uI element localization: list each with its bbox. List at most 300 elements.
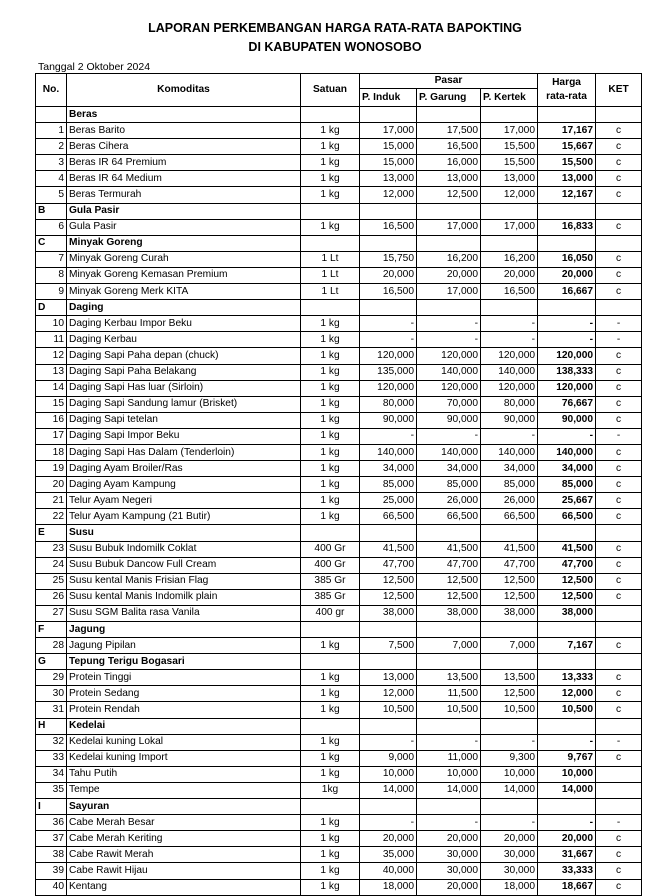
price-p-induk: 66,500: [360, 509, 417, 525]
price-p-induk: 41,500: [360, 541, 417, 557]
price-p-kertek: 17,000: [481, 219, 538, 235]
row-no: 25: [36, 573, 67, 589]
price-p-induk: 13,000: [360, 670, 417, 686]
category-name: Gula Pasir: [67, 203, 301, 219]
category-code: [36, 107, 67, 123]
price-p-induk: 16,500: [360, 219, 417, 235]
table-row: [36, 155, 642, 171]
commodity-name: Cabe Rawit Merah: [67, 847, 301, 863]
table-row: [36, 493, 642, 509]
table-row: [36, 444, 642, 460]
commodity-name: Telur Ayam Negeri: [67, 493, 301, 509]
table-row: [36, 509, 642, 525]
ket-value: c: [596, 477, 642, 493]
unit: 1 kg: [301, 493, 360, 509]
unit: 1 kg: [301, 412, 360, 428]
table-row: [36, 702, 642, 718]
unit: 1 kg: [301, 155, 360, 171]
unit: 1 kg: [301, 139, 360, 155]
price-p-kertek: 7,000: [481, 638, 538, 654]
price-p-induk: 35,000: [360, 847, 417, 863]
price-p-kertek: 14,000: [481, 782, 538, 798]
price-p-kertek: 10,500: [481, 702, 538, 718]
ket-value: c: [596, 284, 642, 300]
price-p-kertek: 34,000: [481, 461, 538, 477]
header-ket: KET: [596, 74, 642, 107]
unit: 400 Gr: [301, 557, 360, 573]
unit: 1 kg: [301, 348, 360, 364]
table-row: [36, 316, 642, 332]
row-no: 13: [36, 364, 67, 380]
unit: 1 kg: [301, 702, 360, 718]
price-p-garung: -: [417, 815, 481, 831]
price-p-induk: 25,000: [360, 493, 417, 509]
row-no: 39: [36, 863, 67, 879]
header-p-kertek: P. Kertek: [481, 89, 538, 107]
price-p-garung: 16,000: [417, 155, 481, 171]
unit: 1 kg: [301, 509, 360, 525]
row-no: 3: [36, 155, 67, 171]
price-p-induk: 12,000: [360, 187, 417, 203]
commodity-name: Protein Tinggi: [67, 670, 301, 686]
row-no: 34: [36, 766, 67, 782]
unit: 1 kg: [301, 815, 360, 831]
table-row: [36, 766, 642, 782]
unit: 1 kg: [301, 123, 360, 139]
price-p-kertek: 30,000: [481, 847, 538, 863]
unit: 1 Lt: [301, 251, 360, 267]
table-row: [36, 879, 642, 895]
commodity-name: Minyak Goreng Curah: [67, 251, 301, 267]
unit: 1 kg: [301, 316, 360, 332]
commodity-name: Protein Rendah: [67, 702, 301, 718]
price-p-induk: 12,000: [360, 686, 417, 702]
table-row: [36, 734, 642, 750]
price-p-kertek: -: [481, 815, 538, 831]
commodity-name: Cabe Merah Keriting: [67, 831, 301, 847]
price-p-garung: -: [417, 332, 481, 348]
price-p-induk: 140,000: [360, 444, 417, 460]
table-row: [36, 396, 642, 412]
price-p-garung: 10,000: [417, 766, 481, 782]
row-no: 27: [36, 605, 67, 621]
price-p-kertek: 20,000: [481, 831, 538, 847]
price-p-induk: 47,700: [360, 557, 417, 573]
price-p-kertek: 47,700: [481, 557, 538, 573]
unit: 1 kg: [301, 332, 360, 348]
category-row: [36, 203, 642, 219]
price-p-garung: 17,000: [417, 284, 481, 300]
unit: 1 kg: [301, 461, 360, 477]
category-row: [36, 622, 642, 638]
report-title: LAPORAN PERKEMBANGAN HARGA RATA-RATA BAPOKTING: [148, 21, 522, 35]
table-row: [36, 364, 642, 380]
price-table-body: [36, 107, 642, 896]
row-no: 8: [36, 267, 67, 283]
price-p-induk: 120,000: [360, 380, 417, 396]
price-p-garung: 11,500: [417, 686, 481, 702]
price-p-garung: 17,500: [417, 123, 481, 139]
table-row: [36, 428, 642, 444]
ket-value: -: [596, 316, 642, 332]
category-code: F: [36, 622, 67, 638]
price-average: 38,000: [538, 605, 596, 621]
price-p-garung: 41,500: [417, 541, 481, 557]
header-p-garung: P. Garung: [417, 89, 481, 107]
price-p-induk: 34,000: [360, 461, 417, 477]
price-average: 20,000: [538, 267, 596, 283]
category-name: Beras: [67, 107, 301, 123]
row-no: 32: [36, 734, 67, 750]
price-p-induk: 120,000: [360, 348, 417, 364]
row-no: 22: [36, 509, 67, 525]
price-p-kertek: -: [481, 428, 538, 444]
commodity-name: Daging Ayam Kampung: [67, 477, 301, 493]
price-p-kertek: 30,000: [481, 863, 538, 879]
row-no: 15: [36, 396, 67, 412]
price-average: 20,000: [538, 831, 596, 847]
ket-value: c: [596, 348, 642, 364]
ket-value: c: [596, 638, 642, 654]
price-p-kertek: 20,000: [481, 267, 538, 283]
table-row: [36, 251, 642, 267]
ket-value: c: [596, 219, 642, 235]
price-p-garung: -: [417, 316, 481, 332]
unit: 1 kg: [301, 831, 360, 847]
category-name: Tepung Terigu Bogasari: [67, 654, 301, 670]
table-row: [36, 782, 642, 798]
table-row: [36, 638, 642, 654]
price-p-induk: 20,000: [360, 831, 417, 847]
table-row: [36, 573, 642, 589]
category-code: D: [36, 300, 67, 316]
price-average: 138,333: [538, 364, 596, 380]
price-p-induk: 10,500: [360, 702, 417, 718]
ket-value: c: [596, 493, 642, 509]
price-p-induk: 85,000: [360, 477, 417, 493]
commodity-name: Beras Cihera: [67, 139, 301, 155]
ket-value: c: [596, 396, 642, 412]
header-no: No.: [36, 74, 67, 107]
unit: 1kg: [301, 782, 360, 798]
price-p-garung: 38,000: [417, 605, 481, 621]
price-p-kertek: -: [481, 316, 538, 332]
price-average: 17,167: [538, 123, 596, 139]
report-subtitle: DI KABUPATEN WONOSOBO: [248, 40, 422, 54]
commodity-name: Susu kental Manis Frisian Flag: [67, 573, 301, 589]
category-code: C: [36, 235, 67, 251]
table-row: [36, 815, 642, 831]
price-average: 33,333: [538, 863, 596, 879]
price-average: 31,667: [538, 847, 596, 863]
unit: 385 Gr: [301, 573, 360, 589]
row-no: 19: [36, 461, 67, 477]
price-average: 16,833: [538, 219, 596, 235]
ket-value: c: [596, 139, 642, 155]
table-row: [36, 139, 642, 155]
category-row: [36, 654, 642, 670]
price-p-garung: 12,500: [417, 187, 481, 203]
ket-value: c: [596, 155, 642, 171]
row-no: 18: [36, 444, 67, 460]
row-no: 17: [36, 428, 67, 444]
row-no: 33: [36, 750, 67, 766]
table-row: [36, 670, 642, 686]
unit: 1 Lt: [301, 284, 360, 300]
unit: 1 kg: [301, 863, 360, 879]
category-row: [36, 525, 642, 541]
commodity-name: Daging Sapi Impor Beku: [67, 428, 301, 444]
price-p-induk: 135,000: [360, 364, 417, 380]
unit: 400 gr: [301, 605, 360, 621]
table-row: [36, 831, 642, 847]
price-p-garung: 11,000: [417, 750, 481, 766]
row-no: 35: [36, 782, 67, 798]
row-no: 1: [36, 123, 67, 139]
category-row: [36, 799, 642, 815]
price-p-garung: 20,000: [417, 267, 481, 283]
price-average: 14,000: [538, 782, 596, 798]
row-no: 38: [36, 847, 67, 863]
commodity-name: Daging Kerbau Impor Beku: [67, 316, 301, 332]
ket-value: -: [596, 734, 642, 750]
price-p-garung: 30,000: [417, 847, 481, 863]
ket-value: c: [596, 831, 642, 847]
commodity-name: Daging Sapi Has Dalam (Tenderloin): [67, 444, 301, 460]
price-p-garung: 70,000: [417, 396, 481, 412]
price-average: 12,500: [538, 573, 596, 589]
row-no: 7: [36, 251, 67, 267]
price-p-garung: 10,500: [417, 702, 481, 718]
table-row: [36, 863, 642, 879]
ket-value: c: [596, 686, 642, 702]
price-p-garung: 14,000: [417, 782, 481, 798]
price-p-garung: 120,000: [417, 380, 481, 396]
price-p-kertek: 90,000: [481, 412, 538, 428]
price-average: 66,500: [538, 509, 596, 525]
price-p-induk: 90,000: [360, 412, 417, 428]
category-name: Susu: [67, 525, 301, 541]
table-row: [36, 605, 642, 621]
price-p-garung: 47,700: [417, 557, 481, 573]
category-name: Kedelai: [67, 718, 301, 734]
price-p-kertek: 41,500: [481, 541, 538, 557]
price-table: [35, 73, 642, 896]
commodity-name: Daging Sapi Sandung lamur (Brisket): [67, 396, 301, 412]
price-p-garung: 140,000: [417, 444, 481, 460]
table-row: [36, 461, 642, 477]
price-average: 16,050: [538, 251, 596, 267]
unit: 1 kg: [301, 847, 360, 863]
price-p-garung: -: [417, 734, 481, 750]
commodity-name: Daging Sapi Has luar (Sirloin): [67, 380, 301, 396]
ket-value: c: [596, 509, 642, 525]
price-p-kertek: 66,500: [481, 509, 538, 525]
commodity-name: Beras IR 64 Premium: [67, 155, 301, 171]
commodity-name: Susu kental Manis Indomilk plain: [67, 589, 301, 605]
commodity-name: Kedelai kuning Import: [67, 750, 301, 766]
unit: 1 kg: [301, 364, 360, 380]
table-row: [36, 332, 642, 348]
price-p-kertek: 17,000: [481, 123, 538, 139]
unit: 1 kg: [301, 380, 360, 396]
price-p-garung: 85,000: [417, 477, 481, 493]
ket-value: c: [596, 750, 642, 766]
price-p-induk: 15,750: [360, 251, 417, 267]
price-p-kertek: 18,000: [481, 879, 538, 895]
price-p-kertek: -: [481, 332, 538, 348]
commodity-name: Daging Sapi tetelan: [67, 412, 301, 428]
price-p-induk: 7,500: [360, 638, 417, 654]
row-no: 21: [36, 493, 67, 509]
category-code: H: [36, 718, 67, 734]
commodity-name: Daging Sapi Paha Belakang: [67, 364, 301, 380]
price-p-garung: 12,500: [417, 589, 481, 605]
price-p-kertek: 12,500: [481, 573, 538, 589]
price-p-kertek: 140,000: [481, 364, 538, 380]
price-p-induk: 17,000: [360, 123, 417, 139]
price-p-kertek: 120,000: [481, 380, 538, 396]
table-row: [36, 187, 642, 203]
ket-value: c: [596, 589, 642, 605]
commodity-name: Kedelai kuning Lokal: [67, 734, 301, 750]
row-no: 30: [36, 686, 67, 702]
price-p-garung: 13,500: [417, 670, 481, 686]
row-no: 26: [36, 589, 67, 605]
price-p-kertek: 85,000: [481, 477, 538, 493]
commodity-name: Kentang: [67, 879, 301, 895]
ket-value: c: [596, 380, 642, 396]
ket-value: c: [596, 670, 642, 686]
category-code: G: [36, 654, 67, 670]
price-p-garung: 12,500: [417, 573, 481, 589]
row-no: 11: [36, 332, 67, 348]
ket-value: c: [596, 541, 642, 557]
ket-value: -: [596, 428, 642, 444]
price-p-kertek: 16,200: [481, 251, 538, 267]
price-p-kertek: -: [481, 734, 538, 750]
price-p-kertek: 120,000: [481, 348, 538, 364]
ket-value: c: [596, 123, 642, 139]
price-p-induk: 13,000: [360, 171, 417, 187]
commodity-name: Jagung Pipilan: [67, 638, 301, 654]
commodity-name: Susu SGM Balita rasa Vanila: [67, 605, 301, 621]
price-average: -: [538, 316, 596, 332]
table-row: [36, 219, 642, 235]
category-name: Jagung: [67, 622, 301, 638]
price-p-kertek: 15,500: [481, 155, 538, 171]
price-p-induk: 20,000: [360, 267, 417, 283]
unit: 385 Gr: [301, 589, 360, 605]
ket-value: -: [596, 332, 642, 348]
ket-value: c: [596, 702, 642, 718]
price-average: 34,000: [538, 461, 596, 477]
unit: 1 kg: [301, 477, 360, 493]
category-name: Sayuran: [67, 799, 301, 815]
header-p-induk: P. Induk: [360, 89, 417, 107]
price-p-garung: 13,000: [417, 171, 481, 187]
price-p-garung: 120,000: [417, 348, 481, 364]
price-p-kertek: 38,000: [481, 605, 538, 621]
ket-value: c: [596, 187, 642, 203]
price-p-kertek: 12,500: [481, 686, 538, 702]
row-no: 23: [36, 541, 67, 557]
price-average: 15,667: [538, 139, 596, 155]
table-row: [36, 412, 642, 428]
price-p-garung: 90,000: [417, 412, 481, 428]
price-p-induk: 16,500: [360, 284, 417, 300]
price-average: 13,333: [538, 670, 596, 686]
price-p-garung: 16,500: [417, 139, 481, 155]
unit: 1 kg: [301, 879, 360, 895]
ket-value: c: [596, 171, 642, 187]
table-row: [36, 847, 642, 863]
unit: 1 kg: [301, 750, 360, 766]
price-average: 47,700: [538, 557, 596, 573]
price-p-garung: 20,000: [417, 831, 481, 847]
row-no: 16: [36, 412, 67, 428]
table-row: [36, 557, 642, 573]
price-p-garung: 16,200: [417, 251, 481, 267]
category-row: [36, 718, 642, 734]
commodity-name: Daging Sapi Paha depan (chuck): [67, 348, 301, 364]
price-average: 16,667: [538, 284, 596, 300]
price-p-garung: 66,500: [417, 509, 481, 525]
unit: 1 kg: [301, 444, 360, 460]
price-p-kertek: 12,000: [481, 187, 538, 203]
commodity-name: Gula Pasir: [67, 219, 301, 235]
price-p-induk: -: [360, 815, 417, 831]
commodity-name: Protein Sedang: [67, 686, 301, 702]
category-name: Daging: [67, 300, 301, 316]
price-p-kertek: 10,000: [481, 766, 538, 782]
ket-value: c: [596, 444, 642, 460]
row-no: 2: [36, 139, 67, 155]
price-p-garung: 30,000: [417, 863, 481, 879]
commodity-name: Cabe Rawit Hijau: [67, 863, 301, 879]
price-p-induk: 15,000: [360, 139, 417, 155]
unit: 1 kg: [301, 171, 360, 187]
unit: 1 kg: [301, 670, 360, 686]
price-average: 13,000: [538, 171, 596, 187]
ket-value: [596, 605, 642, 621]
report-date: Tanggal 2 Oktober 2024: [38, 61, 151, 73]
price-p-kertek: 16,500: [481, 284, 538, 300]
ket-value: c: [596, 251, 642, 267]
row-no: 9: [36, 284, 67, 300]
price-average: -: [538, 428, 596, 444]
price-p-induk: 12,500: [360, 589, 417, 605]
row-no: 4: [36, 171, 67, 187]
ket-value: c: [596, 557, 642, 573]
price-p-garung: 17,000: [417, 219, 481, 235]
row-no: 28: [36, 638, 67, 654]
price-p-induk: 14,000: [360, 782, 417, 798]
commodity-name: Tempe: [67, 782, 301, 798]
price-p-garung: 20,000: [417, 879, 481, 895]
commodity-name: Beras Barito: [67, 123, 301, 139]
row-no: 12: [36, 348, 67, 364]
price-p-induk: 80,000: [360, 396, 417, 412]
price-average: 12,500: [538, 589, 596, 605]
price-p-garung: -: [417, 428, 481, 444]
price-average: 120,000: [538, 380, 596, 396]
ket-value: c: [596, 412, 642, 428]
price-average: 25,667: [538, 493, 596, 509]
header-pasar: Pasar: [360, 74, 538, 89]
price-average: 140,000: [538, 444, 596, 460]
ket-value: c: [596, 573, 642, 589]
